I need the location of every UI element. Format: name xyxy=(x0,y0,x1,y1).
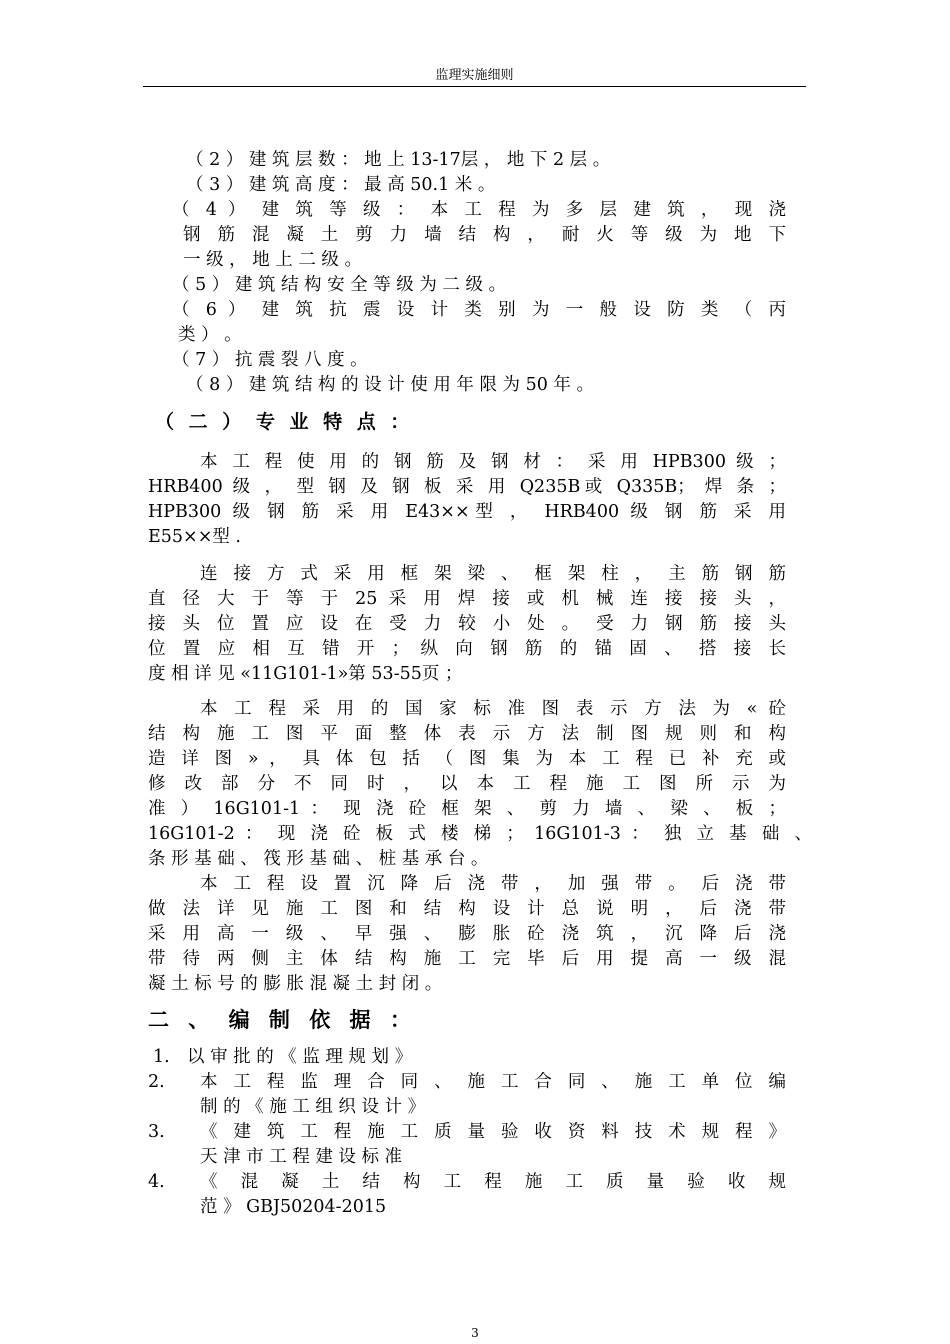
para-pourstrip-line-5: 凝 土 标 号 的 膨 胀 混 凝 土 封 闭 。 xyxy=(148,974,443,994)
para-standard-line-1: 本 工 程 采 用 的 国 家 标 准 图 表 示 方 法 为 « 砼 xyxy=(200,699,786,719)
para-steel-line-1: 本 工 程 使 用 的 钢 筋 及 钢 材 ： 采 用 HPB300 级 ； xyxy=(200,452,786,472)
basis-item-number: 1. xyxy=(153,1047,170,1067)
section-heading: 二 、 编 制 依 据 ： xyxy=(148,1007,417,1032)
item-floors: （ 2 ） 建 筑 层 数 ： 地 上 13-17层 ， 地 下 2 层 。 xyxy=(186,150,611,170)
para-standard-line-6: 16G101-2 ： 现 浇 砼 板 式 楼 梯 ； 16G101-3 ： 独 立 基 础 、 xyxy=(148,824,812,844)
para-connect-line-2: 直 径 大 于 等 于 25 采 用 焊 接 或 机 械 连 接 接 头 ， xyxy=(148,589,786,609)
subsection-heading: （ 二 ） 专 业 特 点 ： xyxy=(155,411,414,433)
para-standard-line-2: 结 构 施 工 图 平 面 整 体 表 示 方 法 制 图 规 则 和 构 xyxy=(148,724,786,744)
para-connect-line-5: 度 相 详 见 «11G101-1»第 53-55页 ； xyxy=(148,664,463,684)
para-steel-line-4: E55××型 . xyxy=(148,527,241,547)
para-connect-line-3: 接 头 位 置 应 设 在 受 力 较 小 处 。 受 力 钢 筋 接 头 xyxy=(148,614,786,634)
para-pourstrip-line-3: 采 用 高 一 级 、 早 强 、 膨 胀 砼 浇 筑 ， 沉 降 后 浇 xyxy=(148,924,786,944)
para-standard-line-4: 修 改 部 分 不 同 时 ， 以 本 工 程 施 工 图 所 示 为 xyxy=(148,774,786,794)
para-standard-line-7: 条 形 基 础 、 筏 形 基 础 、 桩 基 承 台 。 xyxy=(148,849,489,869)
page-header xyxy=(143,66,806,87)
para-standard-line-5: 准 ） 16G101-1 ： 现 浇 砼 框 架 、 剪 力 墙 、 梁 、 板 ； xyxy=(148,799,786,819)
basis-item-text: 《 建 筑 工 程 施 工 质 量 验 收 资 料 技 术 规 程 》 xyxy=(200,1122,786,1142)
basis-item-text: 范 》 GBJ50204-2015 xyxy=(200,1197,387,1217)
item-design-life: （ 8 ） 建 筑 结 构 的 设 计 使 用 年 限 为 50 年 。 xyxy=(186,375,594,395)
basis-item-number: 3. xyxy=(148,1122,165,1142)
basis-item-text: 天 津 市 工 程 建 设 标 准 xyxy=(200,1147,403,1167)
basis-item-text: 《 混 凝 土 结 构 工 程 施 工 质 量 验 收 规 xyxy=(200,1172,786,1192)
para-pourstrip-line-2: 做 法 详 见 施 工 图 和 结 构 设 计 总 说 明 ， 后 浇 带 xyxy=(148,899,786,919)
item-grade-line-1: （ 4 ） 建 筑 等 级 ： 本 工 程 为 多 层 建 筑 ， 现 浇 xyxy=(172,200,786,220)
item-seismic-line-1: （ 6 ） 建 筑 抗 震 设 计 类 别 为 一 般 设 防 类 （ 丙 xyxy=(172,300,786,320)
item-intensity: （ 7 ） 抗 震 裂 八 度 。 xyxy=(172,350,368,370)
item-grade-line-2: 钢 筋 混 凝 土 剪 力 墙 结 构 ， 耐 火 等 级 为 地 下 xyxy=(183,225,786,245)
header-title: 监理实施细则 xyxy=(435,68,514,83)
page-number: 3 xyxy=(471,1326,479,1340)
basis-item-text: 制 的 《 施 工 组 织 设 计 》 xyxy=(200,1097,426,1117)
item-seismic-line-2: 类 ） 。 xyxy=(178,325,242,345)
item-safety-level: （ 5 ） 建 筑 结 构 安 全 等 级 为 二 级 。 xyxy=(172,275,507,295)
para-pourstrip-line-1: 本 工 程 设 置 沉 降 后 浇 带 ， 加 强 带 。 后 浇 带 xyxy=(200,874,786,894)
item-grade-line-3: 一 级 ， 地 上 二 级 。 xyxy=(183,250,362,270)
item-height: （ 3 ） 建 筑 高 度 ： 最 高 50.1 米 。 xyxy=(186,175,496,195)
basis-item-number: 2. xyxy=(148,1072,165,1092)
para-steel-line-3: HPB300 级 钢 筋 采 用 E43××型 ， HRB400 级 钢 筋 采 用 xyxy=(148,502,786,522)
para-connect-line-4: 位 置 应 相 互 错 开 ； 纵 向 钢 筋 的 锚 固 、 搭 接 长 xyxy=(148,639,786,659)
para-connect-line-1: 连 接 方 式 采 用 框 架 梁 、 框 架 柱 ， 主 筋 钢 筋 xyxy=(200,564,786,584)
basis-item-number: 4. xyxy=(148,1172,165,1192)
para-standard-line-3: 造 详 图 » ， 具 体 包 括 （ 图 集 为 本 工 程 已 补 充 或 xyxy=(148,749,786,769)
basis-item-text: 以 审 批 的 《 监 理 规 划 》 xyxy=(187,1047,413,1067)
para-pourstrip-line-4: 带 待 两 侧 主 体 结 构 施 工 完 毕 后 用 提 高 一 级 混 xyxy=(148,949,786,969)
basis-item-text: 本 工 程 监 理 合 同 、 施 工 合 同 、 施 工 单 位 编 xyxy=(200,1072,786,1092)
para-steel-line-2: HRB400 级 ， 型 钢 及 钢 板 采 用 Q235B或 Q335B； 焊 条 ； xyxy=(148,477,786,497)
